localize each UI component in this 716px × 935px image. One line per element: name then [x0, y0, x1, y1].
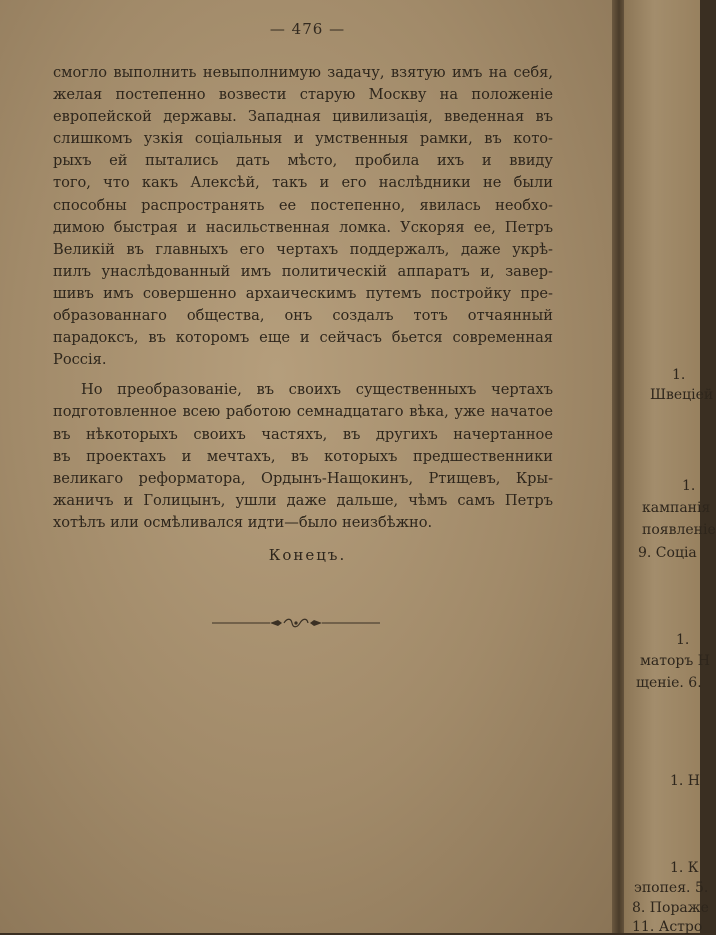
paragraph-2	[53, 379, 553, 534]
right-page-fragment: 8. Пораже	[632, 900, 709, 916]
text-line: Но преобразованіе, въ своихъ существенныхъ чертахъ	[81, 381, 553, 399]
text-line: димою быстрая и насильственная ломка. Ускоряя ее, Петръ	[53, 218, 553, 236]
right-page-fragment: 1.	[682, 478, 696, 494]
text-line: желая постепенно возвести старую Москву на положеніе	[53, 86, 553, 104]
right-page-fragment: эпопея. 5.	[634, 880, 709, 896]
text-line: подготовленное всею работою семнадцатаго вѣка, уже начатое	[53, 403, 553, 421]
ending-title: Конецъ.	[268, 546, 347, 564]
right-page-fragment: появленiе	[642, 522, 716, 538]
text-line: шивъ имъ совершенно архаическимъ путемъ постройку пре-	[53, 284, 553, 302]
text-line: европейской державы. Западная цивилизація, введенная въ	[53, 108, 553, 126]
right-page-fragment: щенiе. 6.	[636, 675, 702, 691]
right-page-fragment: маторъ Н	[640, 653, 710, 669]
right-page-fragment: 11. Астро	[632, 919, 703, 935]
text-line: Великій въ главныхъ его чертахъ поддержалъ, даже укрѣ-	[53, 240, 553, 258]
text-line: слишкомъ узкія соціальныя и умственныя рамки, въ кото-	[53, 130, 553, 148]
right-page-fragment: 1. Н	[670, 773, 701, 789]
right-page-fragment: кампанiя	[642, 500, 711, 516]
text-line: пилъ унаслѣдованный имъ политическій аппаратъ и, завер-	[53, 262, 553, 280]
text-line: въ нѣкоторыхъ своихъ частяхъ, въ другихъ начертанное	[53, 425, 553, 443]
page-number: — 476 —	[269, 20, 346, 38]
text-line: хотѣлъ или осмѣливался идти—было неизбѣжно.	[53, 513, 433, 531]
text-line: того, что какъ Алексѣй, такъ и его наслѣдники не были	[53, 174, 553, 192]
text-line: способны распространять ее постепенно, явилась необхо-	[53, 196, 553, 214]
right-page-fragment: 1.	[676, 632, 690, 648]
text-line: рыхъ ей пытались дать мѣсто, пробила ихъ и ввиду	[53, 152, 553, 170]
paragraph-1	[53, 62, 553, 371]
ornament-divider-icon	[212, 615, 380, 631]
text-line: въ проектахъ и мечтахъ, въ которыхъ предшественники	[53, 447, 553, 465]
right-page-fragment: 9. Соцiа	[638, 545, 697, 561]
text-line: Россія.	[53, 351, 107, 369]
text-line: парадоксъ, въ которомъ еще и сейчасъ бьется современная	[53, 329, 553, 347]
text-line: образованнаго общества, онъ создалъ тотъ отчаянный	[53, 307, 553, 325]
right-page-fragment: 1.	[672, 367, 686, 383]
text-line: смогло выполнить невыполнимую задачу, взятую имъ на себя,	[53, 64, 553, 81]
text-line: жаничъ и Голицынъ, ушли даже дальше, чѣмъ самъ Петръ	[53, 491, 553, 509]
right-page	[624, 0, 703, 935]
text-line: великаго реформатора, Ордынъ-Нащокинъ, Ртищевъ, Кры-	[53, 469, 553, 487]
right-page-fragment: 1. К	[670, 860, 699, 876]
body-text	[53, 62, 553, 534]
right-page-fragment: Швецiей	[650, 387, 714, 403]
